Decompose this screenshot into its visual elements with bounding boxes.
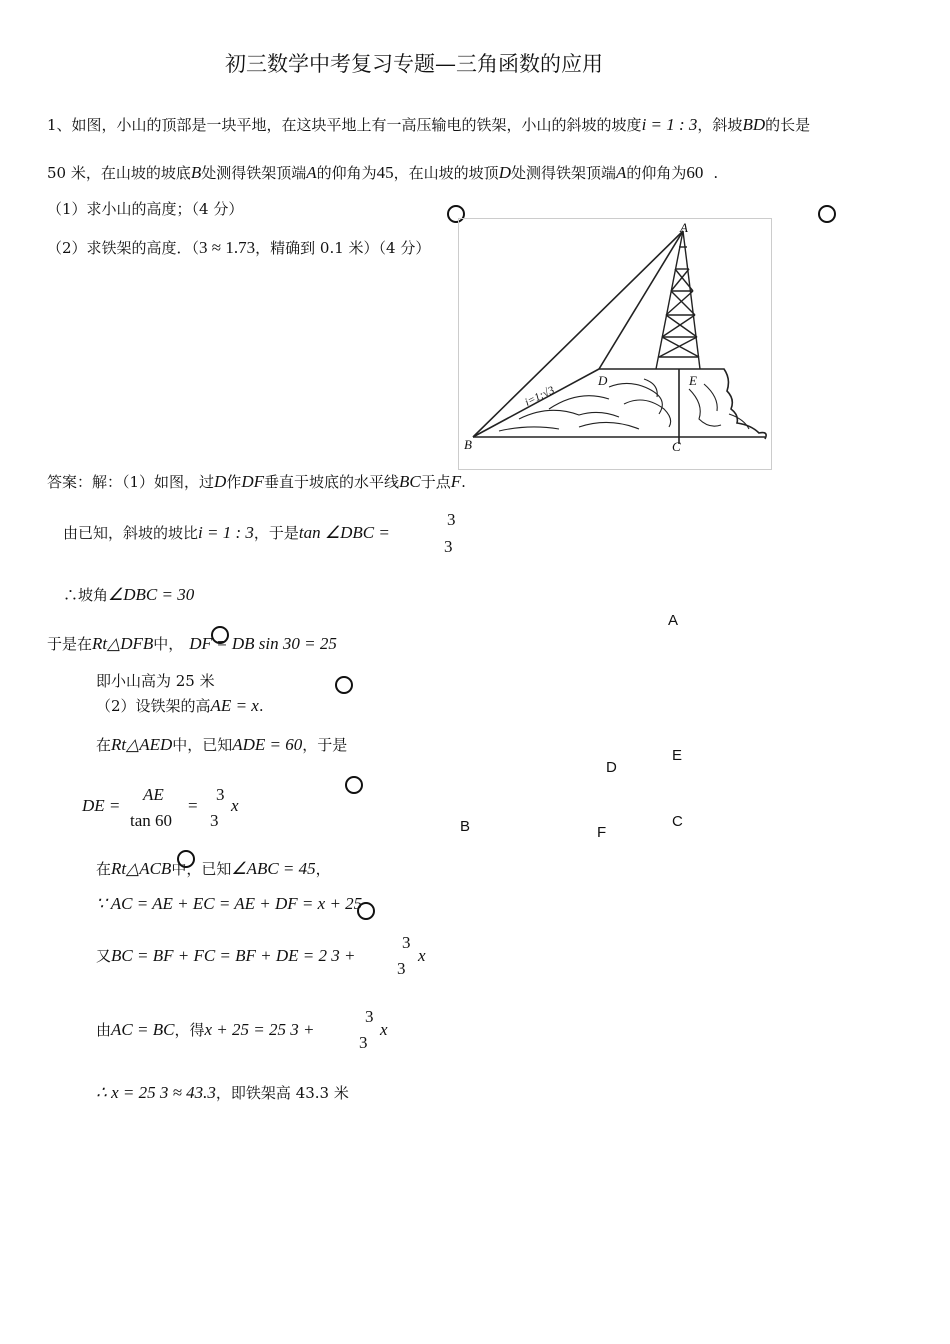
text: 答案：解：（1）如图，过 [47,473,215,491]
text: 1、如图，小山的顶部是一块平地，在这块平地上有一高压输电的铁架，小山的斜坡的坡度 [47,116,642,134]
variable-x: x [418,946,426,965]
angle-abc: ∠ABC = 45 [231,859,316,878]
fraction-numerator: 3 [365,1007,374,1026]
fig-label-slope: i=1:√3 [523,384,557,409]
tan-expression: tan ∠DBC = [298,523,390,542]
answer-line-10: ∵ AC = AE + EC = AE + DF = x + 25 [96,894,363,913]
answer-line-11 [96,946,356,966]
question-1: （1）求小山的高度；（4 分） [47,200,244,218]
de-lhs: DE = [82,796,121,815]
triangle-dfb: Rt△DFB [92,634,154,653]
slope-ratio: i = 1 : 3 [641,115,698,134]
fraction-numerator: 3 [447,510,456,529]
text: （2）设铁架的高 [96,697,211,715]
fraction-numerator: 3 [216,785,225,804]
bc-equation: BC = BF + FC = BF + DE = 2 3 + [111,946,356,965]
fig-label-b: B [464,437,472,452]
circle-mark [357,902,375,920]
text: ，即铁架高 43.3 米 [215,1084,349,1102]
segment-df: DF [241,472,265,491]
figure-tower-hill [458,218,772,470]
point-d: D [498,163,511,182]
line-ba [473,231,683,437]
page-title: 初三数学中考复习专题—三角函数的应用 [225,52,603,76]
text: 垂直于坡底的水平线 [264,473,400,491]
fraction-denominator: 3 [359,1033,368,1052]
problem-line-1 [47,115,810,135]
angle-60: 60 [686,163,704,182]
text: （2）求铁架的高度．（ [47,239,200,257]
ae-equation: AE = x [210,696,259,715]
angle-45: 45 [376,163,394,182]
text: . [258,697,264,715]
figure-svg [459,219,771,469]
answer-line-6 [96,696,264,716]
point-b: B [190,163,202,182]
variable-x: x [380,1020,388,1039]
fraction-denominator: 3 [397,959,406,978]
point-d: D [214,472,227,491]
text: 处测得铁架顶端 [510,164,616,182]
text: ，精确到 0.1 米）（4 分） [255,239,431,257]
fraction-denominator: tan 60 [130,811,173,830]
side-label-b: B [460,818,471,835]
fraction-denominator: 3 [210,811,219,830]
text: ，在山坡的坡顶 [393,164,499,182]
text: 中，已知 [172,736,233,754]
df-equation: DF = DB sin 30 = 25 [189,634,337,653]
text: ， [315,860,331,878]
circle-mark [818,205,836,223]
question-2 [47,238,430,258]
text: ，得 [174,1021,205,1039]
text: . [461,473,466,491]
text: ，于是 [253,524,299,542]
fig-label-e: E [689,373,697,388]
fig-label-a: A [680,220,688,235]
x-result: ∴ x = 25 3 ≈ 43.3 [96,1083,216,1102]
answer-line-7 [96,735,347,755]
answer-line-9 [96,859,331,879]
problem-line-2 [47,163,718,183]
text: 中， [153,635,184,653]
angle-ade: ADE = 60 [232,735,303,754]
slope-ratio: i = 1 : 3 [198,523,254,542]
segment-bc: BC [399,472,421,491]
fraction-numerator: AE [143,785,164,804]
point-a: A [306,163,317,182]
text: 在 [96,860,112,878]
fig-label-c: C [672,439,681,454]
answer-line-4 [47,634,337,654]
side-label-f: F [597,824,607,841]
fraction-denominator: 3 [444,537,453,556]
text: 在 [96,736,112,754]
fig-label-d: D [598,373,608,388]
text: ，于是 [302,736,348,754]
answer-line-1 [47,472,466,492]
text: ∴坡角 [63,586,109,604]
triangle-acb: Rt△ACB [111,859,172,878]
circle-mark [345,776,363,794]
segment-bd: BD [742,115,766,134]
hill-texture [499,379,749,431]
text: 50 米，在山坡的坡底 [47,164,191,182]
answer-line-12 [96,1020,314,1040]
text: 处测得铁架顶端 [201,164,307,182]
text: 又 [96,947,112,965]
text: 中，已知 [171,860,232,878]
text: 的长是 [765,116,811,134]
text: ，斜坡 [697,116,743,134]
angle-dbc: ∠DBC = 30 [108,585,195,604]
triangle-aed: Rt△AED [111,735,173,754]
answer-line-5: 即小山高为 25 米 [96,672,215,690]
text: 由已知，斜坡的坡比 [63,524,199,542]
circle-mark [177,850,195,868]
equals: = [188,796,198,815]
text: 的仰角为 [626,164,687,182]
variable-x: x [231,796,239,815]
text: 的仰角为 [316,164,377,182]
circle-mark [335,676,353,694]
side-label-d: D [606,759,617,776]
answer-line-13 [96,1083,349,1103]
text: . [713,164,719,182]
sqrt3-approx: 3 ≈ 1.73 [199,238,256,257]
fraction-numerator: 3 [402,933,411,952]
text: 于是在 [47,635,93,653]
side-label-a: A [668,612,679,629]
text: 由 [96,1021,112,1039]
text: 作 [226,473,242,491]
solve-equation: x + 25 = 25 3 + [204,1020,315,1039]
side-label-e: E [672,747,683,764]
side-label-c: C [672,813,683,830]
text: 于点 [420,473,451,491]
point-f: F [450,472,462,491]
answer-line-2 [63,523,390,543]
answer-line-3 [63,585,194,605]
point-a: A [615,163,627,182]
circle-mark [211,626,229,644]
ac-bc-equation: AC = BC [111,1020,175,1039]
